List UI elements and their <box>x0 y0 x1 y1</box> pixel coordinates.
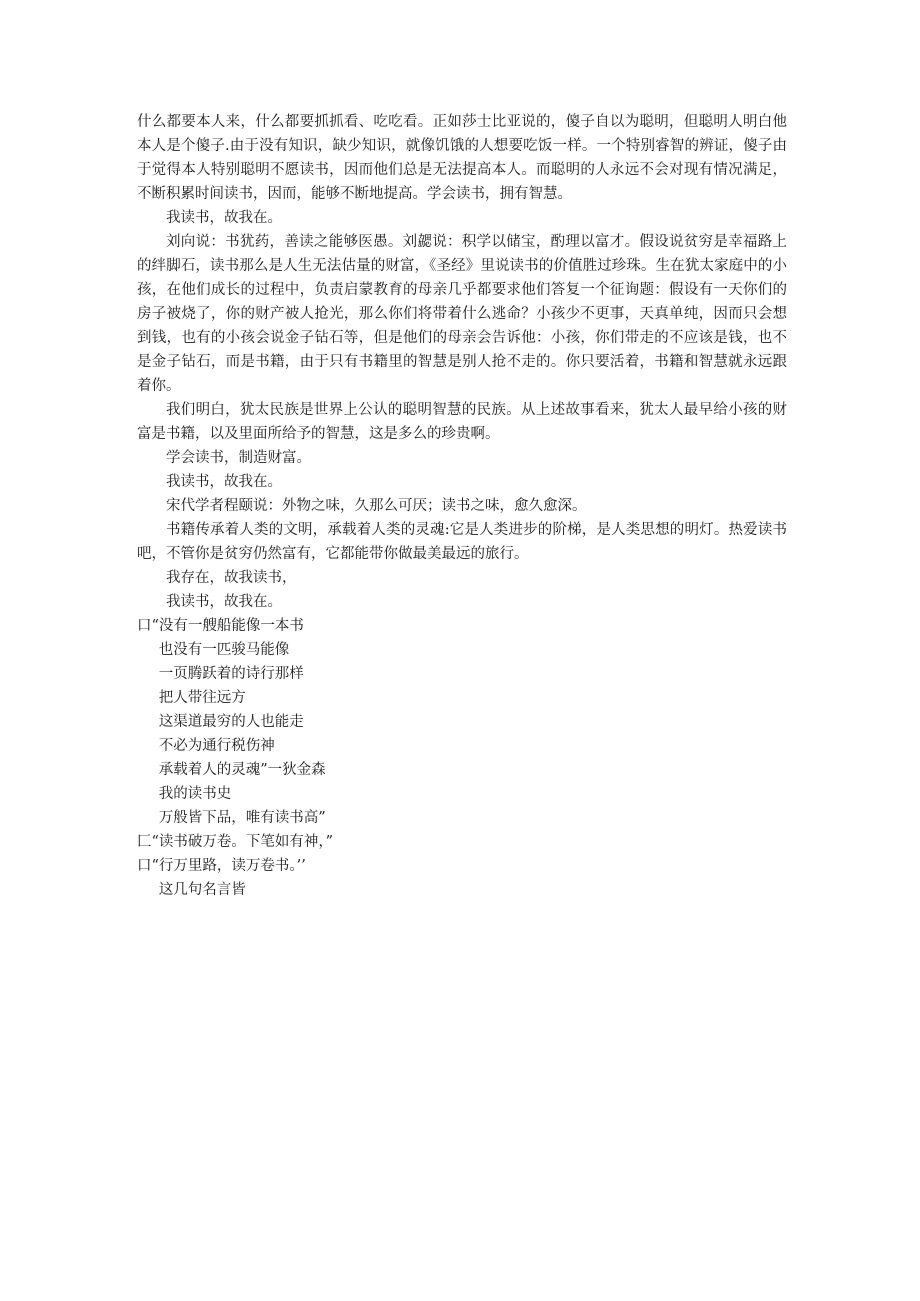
poem-intro-line: 口“没有一艘船能像一本书 <box>137 618 304 634</box>
poem-line: 这渠道最穷的人也能走 <box>158 714 304 730</box>
paragraph-motto: 我读书，故我在。 <box>166 210 282 226</box>
poem-line: 把人带往远方 <box>158 690 246 706</box>
document-body <box>137 110 787 902</box>
poem-line: 我的读书史 <box>158 786 232 802</box>
paragraph-i-exist: 我存在，故我读书， <box>166 570 297 586</box>
quote-line: 匚“读书破万卷。下笔如有神，” <box>137 834 334 850</box>
closing-line: 这几句名言皆 <box>158 882 246 898</box>
paragraph-motto-repeat: 我读书，故我在。 <box>166 474 282 490</box>
poem-line: 承载着人的灵魂”一狄金森 <box>158 762 326 778</box>
poem-line: 也没有一匹骏马能像 <box>158 642 290 658</box>
paragraph-jewish-story: 刘向说：书犹药，善读之能够医愚。刘勰说：积学以储宝，酌理以富才。假设说贫穷是幸福路上的绊脚石，读书那么是人生无法估量的财富，《圣经》里说读书的价值胜过珍珠。生在犹太家庭中的小孩，在他们成长的过程中，负责启蒙教育的母亲几乎都要求他们答复一个征询题：假设有一天你们的房子被烧了，你的财产被人抢光，那么你们将带着什么逃命？小孩少不更事，天真单纯，因而只会想到钱，也有的小孩会说金子钻石等，但是他们的母亲会告诉他：小孩，你们带走的不应该是钱，也不是金子钻石，而是书籍，由于只有书籍里的智慧是别人抢不走的。你只要活着，书籍和智慧就永远跟着你。 <box>137 234 787 394</box>
paragraph-jewish-wisdom: 我们明白，犹太民族是世界上公认的聪明智慧的民族。从上述故事看来，犹太人最早给小孩的财富是书籍，以及里面所给予的智慧，这是多么的珍贵啊。 <box>137 402 787 442</box>
poem-line: 万般皆下品，唯有读书高” <box>158 810 326 826</box>
quote-line: 口“行万里路，读万卷书。’’ <box>137 858 306 874</box>
poem-line: 不必为通行税伤神 <box>158 738 275 754</box>
paragraph-cheng-yi-quote: 宋代学者程颐说：外物之味，久那么可厌；读书之味，愈久愈深。 <box>166 498 587 514</box>
paragraph-i-read: 我读书，故我在。 <box>166 594 282 610</box>
poem-line: 一页腾跃着的诗行那样 <box>158 666 304 682</box>
paragraph-create-wealth: 学会读书，制造财富。 <box>166 450 311 466</box>
paragraph-books-civilization: 书籍传承着人类的文明，承载着人类的灵魂:它是人类进步的阶梯，是人类思想的明灯。热爱读书吧，不管你是贫穷仍然富有，它都能带你做最美最远的旅行。 <box>137 522 787 562</box>
paragraph-intro: 什么都要本人来，什么都要抓抓看、吃吃看。正如莎士比亚说的，傻子自以为聪明，但聪明人明白他本人是个傻子.由于没有知识，缺少知识，就像饥饿的人想要吃饭一样。一个特别睿智的辨证，傻子由于觉得本人特别聪明不愿读书，因而他们总是无法提高本人。而聪明的人永远不会对现有情况满足，不断积累时间读书，因而，能够不断地提高。学会读书，拥有智慧。 <box>137 114 787 202</box>
